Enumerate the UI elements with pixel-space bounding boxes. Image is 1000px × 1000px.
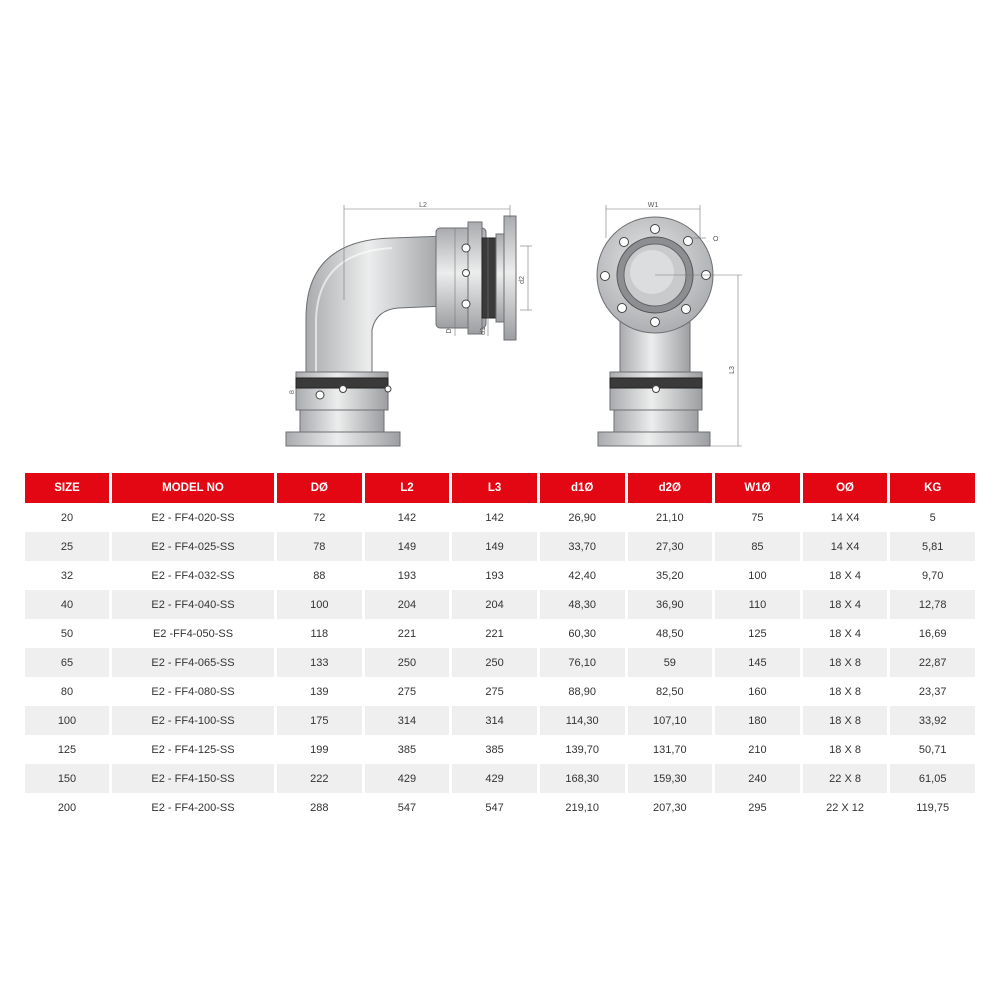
table-row xyxy=(25,532,975,561)
table-cell: 61,05 xyxy=(890,764,975,793)
table-cell: 429 xyxy=(365,764,450,793)
table-cell: 114,30 xyxy=(540,706,625,735)
table-cell: E2 - FF4-125-SS xyxy=(151,743,235,756)
header-d: DØ xyxy=(277,473,362,503)
table-cell: 5 xyxy=(929,511,936,524)
table-cell: 168,30 xyxy=(540,764,625,793)
table-cell: 204 xyxy=(452,590,537,619)
table-cell: 100 xyxy=(277,590,362,619)
table-cell: E2 - FF4-200-SS xyxy=(151,801,235,814)
table-cell: 14 X4 xyxy=(830,511,860,524)
table-cell: 250 xyxy=(365,648,450,677)
table-cell: E2 - FF4-032-SS xyxy=(151,569,235,582)
table-cell: 20 xyxy=(60,511,74,524)
table-cell: 72 xyxy=(313,511,326,524)
dim-label-l3: L3 xyxy=(729,366,736,374)
table-cell: 65 xyxy=(25,648,109,677)
table-cell: 150 xyxy=(25,764,109,793)
table-cell: 221 xyxy=(485,627,504,640)
spec-table xyxy=(22,473,978,822)
table-cell: 12,78 xyxy=(890,590,975,619)
table-cell: 275 xyxy=(485,685,504,698)
table-cell: 125 xyxy=(57,743,77,756)
dim-label-d2: d2 xyxy=(519,276,526,284)
table-cell: 16,69 xyxy=(918,627,947,640)
table-cell: 180 xyxy=(715,706,800,735)
table-cell: 33,92 xyxy=(890,706,975,735)
table-cell: 50 xyxy=(60,627,74,640)
table-cell: 149 xyxy=(365,532,450,561)
table-cell: 385 xyxy=(485,743,504,756)
table-cell: 314 xyxy=(452,706,537,735)
table-cell: 204 xyxy=(365,590,450,619)
header-o: OØ xyxy=(803,473,888,503)
table-cell: E2 - FF4-150-SS xyxy=(112,764,274,793)
table-cell: 32 xyxy=(60,569,74,582)
table-cell: 36,90 xyxy=(628,590,713,619)
table-cell: 18 X 8 xyxy=(803,648,888,677)
table-cell: 193 xyxy=(397,569,417,582)
table-cell: 199 xyxy=(310,743,329,756)
product-drawing xyxy=(270,195,750,460)
table-cell: 193 xyxy=(485,569,504,582)
table-cell: 240 xyxy=(715,764,800,793)
table-cell: 40 xyxy=(25,590,109,619)
table-cell: 22 X 8 xyxy=(803,764,888,793)
table-cell: 175 xyxy=(277,706,362,735)
table-cell: 110 xyxy=(715,590,800,619)
table-cell: 119,75 xyxy=(916,801,950,814)
dim-label-d: D xyxy=(446,328,453,334)
table-cell: 429 xyxy=(452,764,537,793)
table-cell: 18 X 8 xyxy=(803,706,888,735)
table-row xyxy=(25,706,975,735)
table-cell: 107,10 xyxy=(628,706,713,735)
table-row xyxy=(25,619,975,648)
header-kg: KG xyxy=(890,473,975,503)
table-cell: 18 X 4 xyxy=(803,590,888,619)
table-cell: 160 xyxy=(748,685,767,698)
table-cell: 18 X 8 xyxy=(829,743,861,756)
table-cell: 26,90 xyxy=(568,511,596,524)
dim-label-l2: L2 xyxy=(419,202,427,209)
table-cell: 5,81 xyxy=(890,532,975,561)
table-cell: 295 xyxy=(748,801,767,814)
table-cell: 80 xyxy=(60,685,74,698)
table-cell: 18 X 4 xyxy=(829,627,861,640)
dim-label-w1: W1 xyxy=(647,202,659,209)
table-cell: 18 X 8 xyxy=(829,685,861,698)
table-cell: 133 xyxy=(277,648,362,677)
header-w1: W1Ø xyxy=(715,473,800,503)
header-l3: L3 xyxy=(452,473,537,503)
table-cell: 21,10 xyxy=(656,511,684,524)
table-cell: 139 xyxy=(310,685,329,698)
table-cell: 200 xyxy=(57,801,77,814)
header-d1: d1Ø xyxy=(540,473,625,503)
table-row xyxy=(25,648,975,677)
header-size: SIZE xyxy=(25,473,109,503)
table-cell: E2 - FF4-080-SS xyxy=(151,685,235,698)
table-cell: 27,30 xyxy=(628,532,713,561)
table-cell: 210 xyxy=(748,743,767,756)
table-row xyxy=(25,561,975,590)
table-cell: 207,30 xyxy=(652,801,687,814)
table-cell: 288 xyxy=(310,801,329,814)
table-cell: 547 xyxy=(485,801,504,814)
header-model-no: MODEL NO xyxy=(112,473,274,503)
table-cell: 60,30 xyxy=(568,627,596,640)
table-cell: 35,20 xyxy=(656,569,684,582)
table-cell: 118 xyxy=(310,627,329,640)
table-cell: E2 - FF4-065-SS xyxy=(112,648,274,677)
table-cell: 275 xyxy=(397,685,417,698)
table-cell: 139,70 xyxy=(565,743,600,756)
table-cell: E2 - FF4-100-SS xyxy=(112,706,274,735)
front-view-elbow xyxy=(597,217,713,446)
table-cell: 145 xyxy=(715,648,800,677)
table-cell: E2 - FF4-020-SS xyxy=(151,511,235,524)
table-cell: 221 xyxy=(397,627,417,640)
dim-label-d1: d1 xyxy=(480,327,487,335)
table-cell: 76,10 xyxy=(540,648,625,677)
table-cell: 88,90 xyxy=(568,685,596,698)
table-row xyxy=(25,793,975,822)
table-cell: 78 xyxy=(277,532,362,561)
table-cell: 9,70 xyxy=(921,569,944,582)
table-cell: 75 xyxy=(751,511,764,524)
table-cell: 100 xyxy=(25,706,109,735)
table-header-row xyxy=(25,473,975,503)
table-cell: 88 xyxy=(313,569,326,582)
table-cell: 25 xyxy=(25,532,109,561)
dim-label-o: O xyxy=(713,236,719,243)
table-cell: 22 X 12 xyxy=(826,801,865,814)
table-cell: 142 xyxy=(485,511,504,524)
table-cell: 50,71 xyxy=(918,743,947,756)
table-cell: 18 X 4 xyxy=(829,569,861,582)
table-cell: E2 - FF4-040-SS xyxy=(112,590,274,619)
table-cell: 22,87 xyxy=(890,648,975,677)
table-cell: 222 xyxy=(277,764,362,793)
table-cell: 48,30 xyxy=(540,590,625,619)
table-cell: 82,50 xyxy=(656,685,684,698)
table-row xyxy=(25,764,975,793)
table-cell: 149 xyxy=(452,532,537,561)
table-body xyxy=(25,503,975,822)
table-cell: 33,70 xyxy=(540,532,625,561)
table-cell: 100 xyxy=(748,569,767,582)
table-cell: 48,50 xyxy=(656,627,684,640)
table-cell: 42,40 xyxy=(568,569,596,582)
dim-label-b: B xyxy=(290,389,296,395)
table-row xyxy=(25,503,975,532)
table-cell: 219,10 xyxy=(565,801,600,814)
table-cell: 85 xyxy=(715,532,800,561)
table-cell: 142 xyxy=(397,511,417,524)
table-row xyxy=(25,735,975,764)
table-cell: E2 -FF4-050-SS xyxy=(152,627,234,640)
table-cell: 385 xyxy=(397,743,417,756)
table-cell: 23,37 xyxy=(918,685,947,698)
table-cell: 14 X4 xyxy=(803,532,888,561)
table-cell: 125 xyxy=(748,627,767,640)
table-cell: 547 xyxy=(397,801,417,814)
header-d2: d2Ø xyxy=(628,473,713,503)
header-l2: L2 xyxy=(365,473,450,503)
table-cell: 250 xyxy=(452,648,537,677)
table-cell: 59 xyxy=(628,648,713,677)
table-cell: 159,30 xyxy=(628,764,713,793)
table-row xyxy=(25,590,975,619)
table-row xyxy=(25,677,975,706)
table-cell: 131,70 xyxy=(652,743,687,756)
table-cell: 314 xyxy=(365,706,450,735)
table-cell: E2 - FF4-025-SS xyxy=(112,532,274,561)
